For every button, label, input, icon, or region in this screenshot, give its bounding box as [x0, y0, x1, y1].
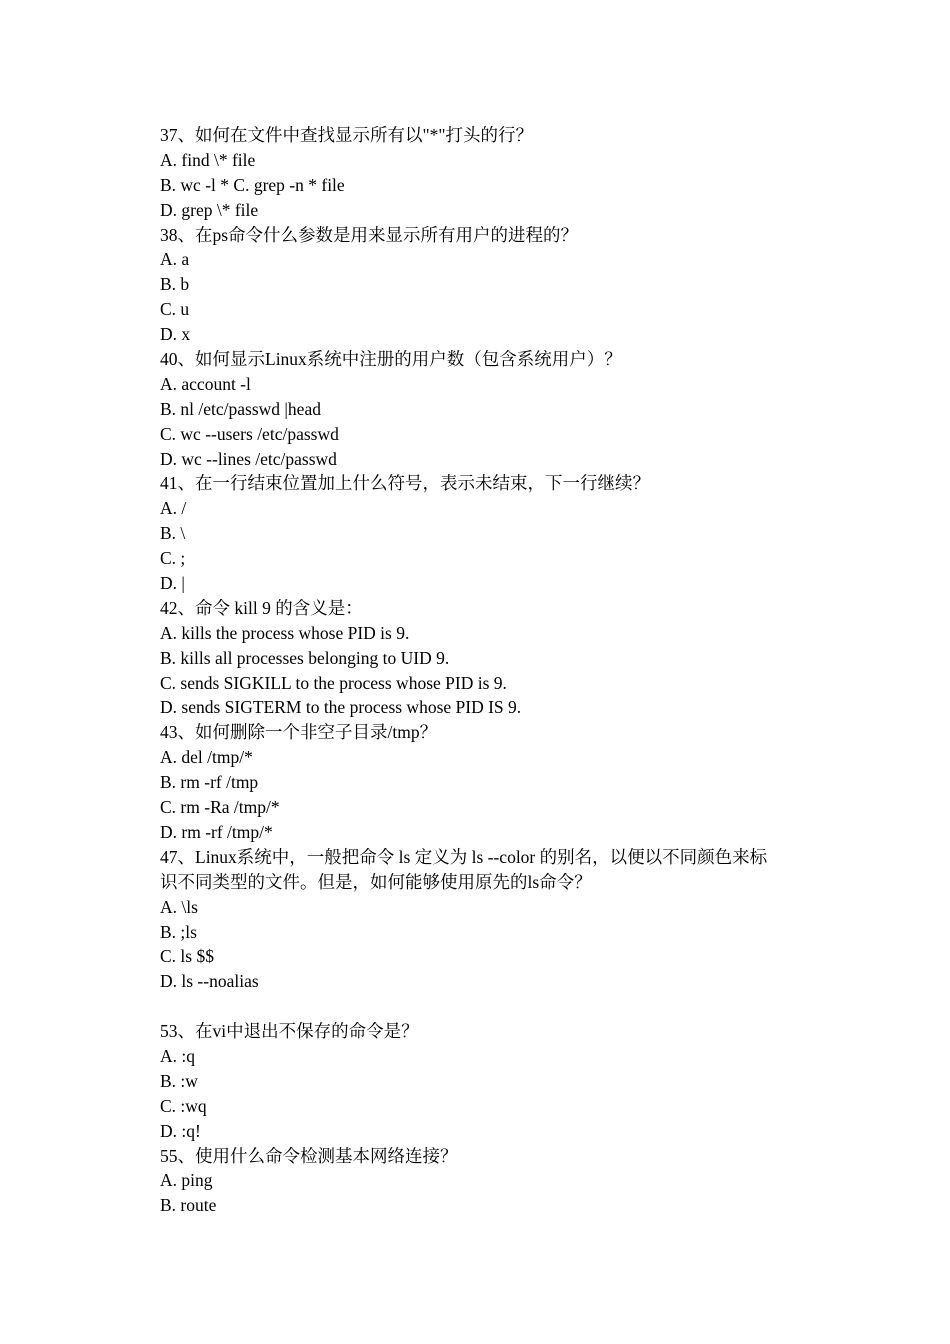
q37-option-b-c: B. wc -l * C. grep -n * file — [160, 174, 345, 195]
q38-option-a: A. a — [160, 249, 190, 270]
q43-option-a: A. del /tmp/* — [160, 747, 253, 768]
q43-option-b: B. rm -rf /tmp — [160, 772, 259, 793]
q42-option-c: C. sends SIGKILL to the process whose PID is 9. — [160, 672, 507, 693]
question-42: 42、命令 kill 9 的含义是： — [160, 597, 363, 618]
q42-option-b: B. kills all processes belonging to UID 9. — [160, 647, 450, 668]
q41-option-a: A. / — [160, 498, 187, 519]
question-55: 55、使用什么命令检测基本网络连接？ — [160, 1145, 458, 1166]
question-37: 37、如何在文件中查找显示所有以"*"打头的行？ — [160, 125, 534, 145]
q41-option-d: D. | — [160, 573, 185, 594]
q40-option-a: A. account -l — [160, 373, 251, 394]
q40-option-d: D. wc --lines /etc/passwd — [160, 448, 337, 469]
q38-option-d: D. x — [160, 324, 191, 345]
q53-option-c: C. :wq — [160, 1095, 207, 1116]
question-40: 40、如何显示Linux系统中注册的用户数（包含系统用户）？ — [160, 349, 622, 370]
q47-option-a: A. \ls — [160, 896, 198, 917]
q55-option-a: A. ping — [160, 1170, 213, 1191]
question-47-line-2: 识不同类型的文件。但是，如何能够使用原先的ls命令？ — [160, 871, 592, 892]
q53-option-d: D. :q! — [160, 1120, 201, 1141]
q47-option-d: D. ls --noalias — [160, 971, 259, 992]
q40-option-c: C. wc --users /etc/passwd — [160, 423, 339, 444]
question-47-line-1: 47、Linux系统中，一般把命令 ls 定义为 ls --color 的别名，以便以不同颜色来标 — [160, 846, 768, 867]
q41-option-c: C. ; — [160, 548, 186, 569]
blank-line — [160, 994, 820, 1019]
question-41: 41、在一行结束位置加上什么符号，表示未结束，下一行继续？ — [160, 473, 650, 494]
q41-option-b: B. \ — [160, 523, 186, 544]
q47-option-c: C. ls $$ — [160, 946, 214, 967]
q38-option-c: C. u — [160, 299, 190, 320]
question-43: 43、如何删除一个非空子目录/tmp？ — [160, 722, 438, 743]
q53-option-b: B. :w — [160, 1070, 198, 1091]
q53-option-a: A. :q — [160, 1045, 195, 1066]
question-38: 38、在ps命令什么参数是用来显示所有用户的进程的？ — [160, 224, 579, 245]
q37-option-d: D. grep \* file — [160, 199, 259, 220]
q37-option-a: A. find \* file — [160, 149, 256, 170]
q38-option-b: B. b — [160, 274, 190, 295]
q43-option-c: C. rm -Ra /tmp/* — [160, 797, 280, 818]
q43-option-d: D. rm -rf /tmp/* — [160, 821, 273, 842]
q55-option-b: B. route — [160, 1195, 217, 1216]
q47-option-b: B. ;ls — [160, 921, 197, 942]
question-53: 53、在vi中退出不保存的命令是？ — [160, 1021, 419, 1042]
q42-option-d: D. sends SIGTERM to the process whose PID IS 9. — [160, 697, 522, 718]
document-page — [160, 123, 820, 1218]
q42-option-a: A. kills the process whose PID is 9. — [160, 622, 410, 643]
q40-option-b: B. nl /etc/passwd |head — [160, 398, 321, 419]
